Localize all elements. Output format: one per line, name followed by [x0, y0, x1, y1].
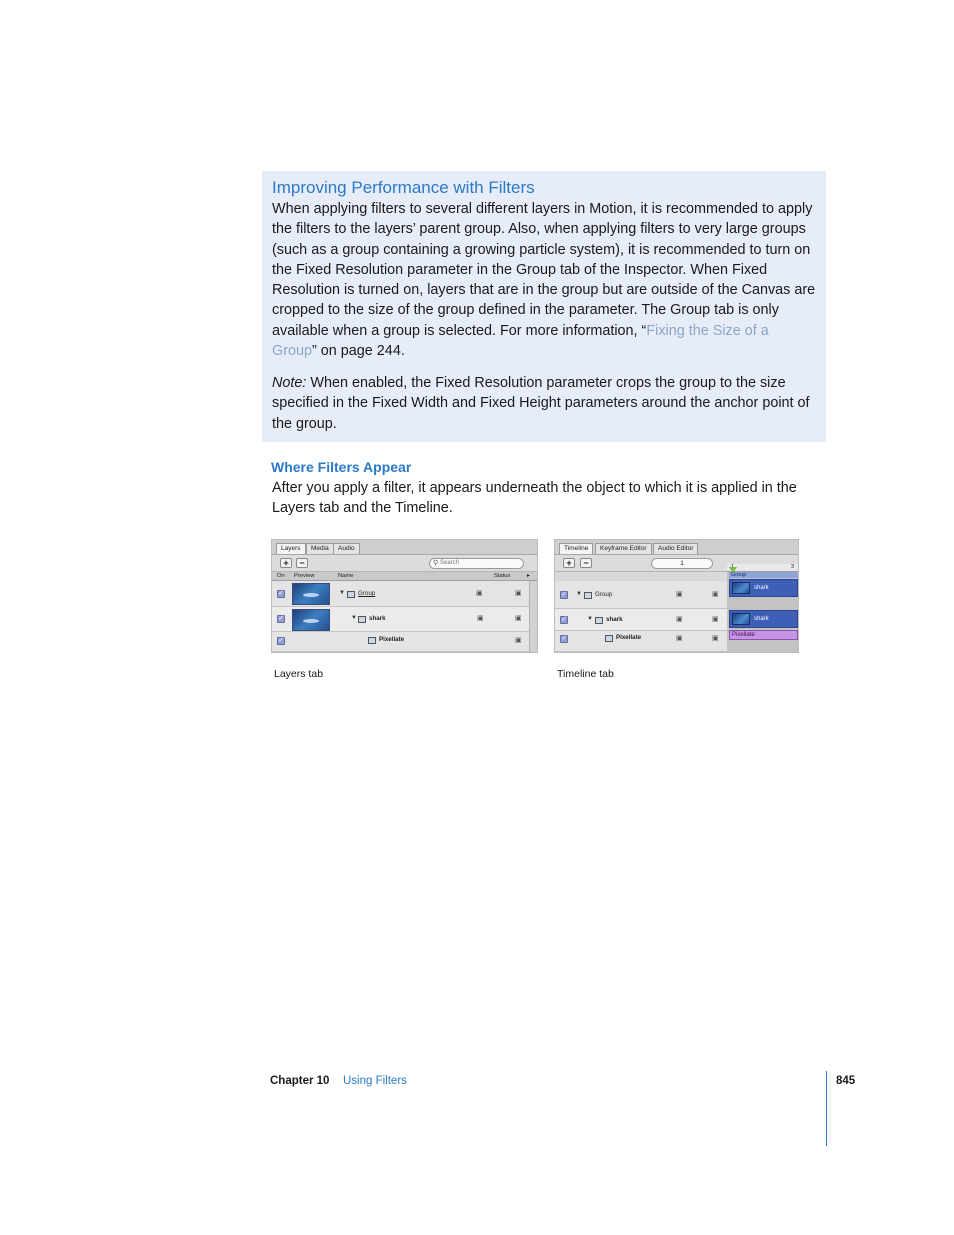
timeline-tab-screenshot — [554, 539, 799, 653]
collapse-icon[interactable]: ▣ — [676, 591, 683, 598]
shark-track-bar[interactable] — [729, 610, 798, 628]
lock-icon[interactable]: ▣ — [515, 590, 522, 597]
row-label-group[interactable]: Group — [595, 591, 613, 598]
lock-icon[interactable]: ▣ — [712, 591, 719, 598]
table-row[interactable] — [272, 632, 529, 652]
layers-tab-screenshot — [271, 539, 538, 653]
col-name[interactable]: Name — [338, 573, 354, 579]
table-row[interactable] — [555, 581, 727, 609]
add-layer-button[interactable]: + — [280, 558, 292, 568]
disclosure-triangle-icon[interactable]: ▼ — [339, 590, 345, 596]
row-label-group[interactable]: Group — [358, 590, 376, 597]
filter-status-icon[interactable]: ▣ — [477, 615, 484, 622]
pixellate-track-bar[interactable]: Pixellate — [729, 630, 798, 640]
col-menu-icon[interactable]: ▸ — [527, 573, 530, 579]
tab-layers[interactable]: Layers — [276, 543, 306, 554]
track-thumbnail — [732, 613, 750, 625]
row-label-pixellate[interactable]: Pixellate — [616, 634, 642, 641]
remove-layer-button[interactable]: − — [580, 558, 592, 568]
table-row[interactable] — [555, 609, 727, 631]
track-thumbnail — [732, 582, 750, 594]
footer-divider — [826, 1071, 827, 1146]
checkbox[interactable]: ✓ — [561, 635, 567, 642]
tab-audio[interactable]: Audio — [333, 543, 360, 554]
ruler-mark: 3 — [791, 564, 795, 570]
add-layer-button[interactable]: + — [563, 558, 575, 568]
tab-audio-editor[interactable]: Audio Editor — [653, 543, 698, 554]
vertical-scrollbar[interactable] — [529, 581, 537, 652]
col-preview[interactable]: Preview — [294, 573, 315, 579]
track-label: shark — [754, 585, 769, 591]
note-paragraph — [272, 373, 817, 434]
section-body: After you apply a filter, it appears underneath the object to which it is applied in the Layers tab and the Timeline. — [272, 480, 797, 517]
group-track-bar[interactable]: Group — [729, 572, 798, 578]
ruler-mark: 1 — [731, 564, 735, 570]
note-text: When enabled, the Fixed Resolution parameter crops the group to the size specified in the Fixed Width and Fixed Height parameters around the anchor point of the group. — [272, 375, 810, 432]
search-placeholder: Search — [440, 560, 460, 566]
section-title: Where Filters Appear — [271, 459, 412, 475]
footer-chapter-title[interactable]: Using Filters — [343, 1075, 407, 1087]
filter-icon — [368, 637, 376, 644]
image-layer-icon — [358, 616, 366, 623]
row-label-shark[interactable]: shark — [369, 615, 386, 622]
col-on[interactable]: On — [277, 573, 285, 579]
search-input[interactable] — [429, 558, 524, 569]
group-icon — [584, 592, 592, 599]
filter-status-icon[interactable]: ▣ — [676, 616, 683, 623]
row-label-shark[interactable]: shark — [606, 616, 623, 623]
column-headers — [272, 572, 537, 581]
lock-icon[interactable]: ▣ — [515, 637, 522, 644]
time-ruler[interactable] — [727, 564, 798, 572]
preview-thumbnail — [292, 609, 330, 631]
layers-toolbar — [272, 555, 537, 572]
checkbox[interactable]: ✓ — [278, 615, 284, 622]
disclosure-triangle-icon[interactable]: ▼ — [351, 615, 357, 621]
checkbox[interactable]: ✓ — [561, 591, 567, 598]
disclosure-triangle-icon[interactable]: ▼ — [587, 616, 593, 622]
table-row[interactable] — [272, 581, 529, 607]
page-number: 845 — [836, 1075, 856, 1087]
tab-media[interactable]: Media — [306, 543, 334, 554]
fixing-size-link[interactable]: Fixing the Size of a Group — [272, 322, 769, 360]
image-layer-icon — [595, 617, 603, 624]
group-icon — [347, 591, 355, 598]
table-row[interactable] — [272, 607, 529, 632]
checkbox[interactable]: ✓ — [278, 590, 284, 597]
checkbox[interactable]: ✓ — [561, 616, 567, 623]
lock-icon[interactable]: ▣ — [712, 635, 719, 642]
disclosure-triangle-icon[interactable]: ▼ — [576, 591, 582, 597]
tab-keyframe-editor[interactable]: Keyframe Editor — [595, 543, 652, 554]
collapse-icon[interactable]: ▣ — [476, 590, 483, 597]
caption-timeline: Timeline tab — [557, 668, 614, 680]
search-icon: ⚲ — [433, 560, 439, 567]
filter-status-icon[interactable]: ▣ — [676, 635, 683, 642]
timeline-track-area[interactable] — [727, 572, 798, 652]
sidebar-title: Improving Performance with Filters — [272, 178, 535, 197]
sidebar-paragraph — [272, 199, 817, 361]
tab-timeline[interactable]: Timeline — [559, 543, 593, 554]
row-label-pixellate[interactable]: Pixellate — [379, 636, 405, 643]
caption-layers: Layers tab — [274, 668, 324, 680]
note-label: Note: — [272, 375, 307, 391]
shark-track-bar[interactable] — [729, 579, 798, 597]
current-time-field[interactable]: 1 — [651, 558, 713, 569]
sidebar-text: When applying filters to several different layers in Motion, it is recommended to apply the filters to the layers’ parent group. Also, when applying filters to very large groups (such as a group containing a growing particle system), it is recommended to turn on the Fixed Resolution parameter in the Group tab of the Inspector. When Fixed Resolution is turned on, layers that are in the group but are outside of the Canvas are cropped to the size of the group defined in the parameter. The Group tab is only available when a group is selected. For more information, “ — [272, 201, 816, 339]
checkbox[interactable]: ✓ — [278, 637, 284, 644]
timeline-tabbar — [555, 540, 798, 555]
track-label: shark — [754, 616, 769, 622]
sidebar-text-end: ” on page 244. — [312, 343, 405, 360]
filter-icon — [605, 635, 613, 642]
footer-chapter: Chapter 10 — [270, 1075, 330, 1087]
preview-thumbnail — [292, 583, 330, 605]
remove-layer-button[interactable]: − — [296, 558, 308, 568]
layers-tabbar — [272, 540, 537, 555]
lock-icon[interactable]: ▣ — [515, 615, 522, 622]
lock-icon[interactable]: ▣ — [712, 616, 719, 623]
table-row[interactable] — [555, 631, 727, 652]
col-status[interactable]: Status — [494, 573, 511, 579]
